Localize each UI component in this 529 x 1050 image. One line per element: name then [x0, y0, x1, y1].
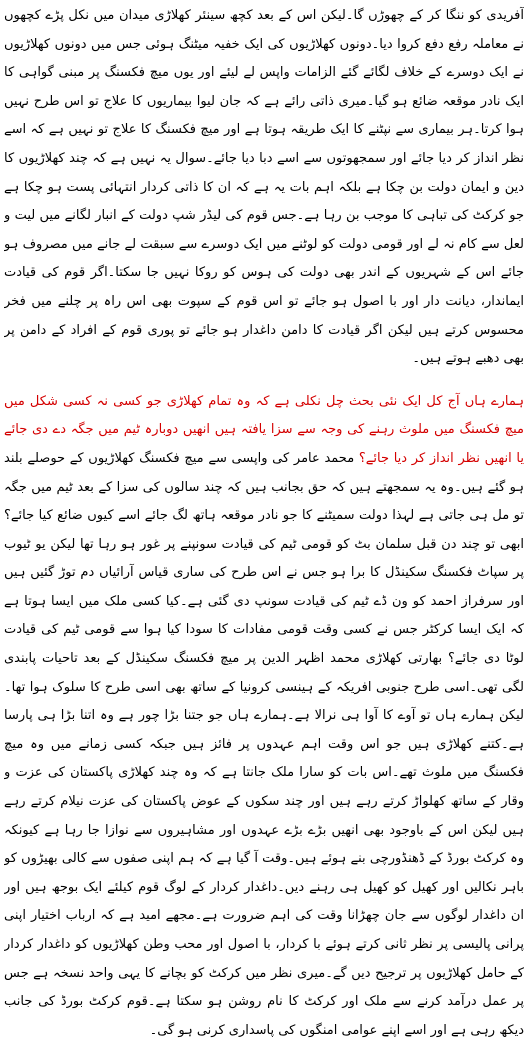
highlighted-lead-sentence: ہمارے ہاں آج کل ایک نئی بحث چل نکلی ہے کہ وہ تمام کھلاڑی جو کسی نہ کسی شکل میں میچ فکسنگ میں ملوث رہنے کی وجہ سے سزا یافتہ ہیں انھیں دوبارہ ٹیم میں جگہ دے دی جائے یا انھیں نظر انداز کر دیا جائے؟	[4, 393, 524, 466]
article-body	[4, 2, 524, 1046]
article-paragraph-2-body: محمد عامر کی واپسی سے میچ فکسنگ کھلاڑیوں کے حوصلے بلند ہو گئے ہیں۔وہ یہ سمجھتے ہیں کہ حق بجانب ہیں کہ چند سالوں کی سزا کے بعد ٹیم میں جگہ تو مل ہی جاتی ہے لہذا دولت سمیٹنے کا جو نادر موقعہ ہاتھ لگ جائے اسے کیوں ضائع کیا جائے؟ ابھی تو چند دن قبل سلمان بٹ کو قومی ٹیم کی قیادت سونپنے پر غور ہو رہا تھا لیکن یو ٹیوب پر سپاٹ فکسنگ سکینڈل کا برا ہو جس نے اس طرح کی ساری قیاس آرائیاں دم توڑ گئیں ہیں اور سرفراز احمد کو ون ڈے ٹیم کی قیادت سونپ دی گئی ہے۔کیا کسی ملک میں ایسا ہوتا ہے کہ ایک ایسا کرکٹر جس نے کسی وقت قومی مفادات کا سودا کیا ہوا سے قومی ٹیم کی قیادت لوٹا دی جائے؟ بھارتی کھلاڑی محمد اظہر الدین پر میچ فکسنگ سکینڈل کے بعد تاحیات پابندی لگی تھی۔اسی طرح جنوبی افریکہ کے ہینسی کرونیا کے ساتھ بھی اسی طرح کا سلوک ہوا تھا۔لیکن ہمارے ہاں تو آوے کا آوا ہی نرالا ہے۔ہمارے ہاں جو جتنا بڑا چور ہے وہ اتنا بڑا ہی پارسا ہے۔کتنے کھلاڑی ہیں جو اس وقت اہم عہدوں پر فائز ہیں جبکہ کسی زمانے میں وہ میچ فکسنگ میں ملوث تھے۔اس بات کو سارا ملک جانتا ہے کہ وہ چند کھلاڑی پاکستان کی عزت و وقار کے ساتھ کھلواڑ کرتے رہے ہیں اور چند سکوں کے عوض پاکستان کی عزت نیلام کرتے رہے ہیں لیکن اس کے باوجود بھی انھیں بڑے بڑے عہدوں اور مشاہیروں سے نوازا جا رہا ہے کیونکہ وہ کرکٹ بورڈ کے ڈھنڈورچی بنے ہوئے ہیں۔وقت آ گیا ہے کہ ہم اپنی صفوں سے کالی بھیڑوں کو باہر نکالیں اور کھیل کو کھیل ہی رہنے دیں۔داغدار کردار کے لوگ قوم کیلئے ایک بوجھ ہیں اور ان داغدار لوگوں سے جان چھڑانا وقت کی اہم ضرورت ہے۔مجھے امید ہے کہ ارباب اختیار اپنی پرانی پالیسی پر نظر ثانی کرتے ہوئے با کردار، با اصول اور محب وطن کھلاڑیوں کو داغدار کردار کے حامل کھلاڑیوں پر ترجیح دیں گے۔میری نظر میں کرکٹ کو بچانے کا یہی واحد نسخہ ہے جس پر عمل درآمد کرنے سے ملک اور کرکٹ کا نام روشن ہو سکتا ہے۔قوم کرکٹ بورڈ کی جانب دیکھ رہی ہے اور اسے اپنے عوامی امنگوں کی پاسداری کرنی ہو گی۔	[4, 450, 524, 1038]
article-paragraph-1: آفریدی کو ننگا کر کے چھوڑں گا۔لیکن اس کے بعد کچھ سینئر کھلاڑی میدان میں نکل پڑے کچھوں نے معاملہ رفع دفع کروا دیا۔دونوں کھلاڑیوں کی ایک خفیہ میٹنگ ہوئی جس میں دونوں کھلاڑیوں نے ایک دوسرے کے خلاف لگائے گئے الزامات واپس لے لیئے اور یوں میچ فکسنگ پر مبنی گواہی کا ایک نادر موقعہ ضائع ہو گیا۔میری ذاتی رائے ہے کہ جان لیوا بیماریوں کا علاج تو اس طرح نہیں ہوا کرتا۔ہر بیماری سے نپٹنے کا ایک طریقہ ہوتا ہے اور میچ فکسنگ کا علاج تو نہیں ہے کہ اسے نظر انداز کر دیا جائے اور سمجھوتوں سے اسے دبا دیا جائے۔سوال یہ نہیں ہے کہ چند کھلاڑیوں کا دین و ایمان دولت بن چکا ہے بلکہ اہم بات یہ ہے کہ ان کا ذاتی کردار انتہائی پست ہو چکا ہے جو کرکٹ کی تباہی کا موجب بن رہا ہے۔جس قوم کی لیڈر شپ دولت کے انبار لگانے میں لیت و لعل سے کام نہ لے اور قومی دولت کو لوٹنے میں ایک دوسرے سے سبقت لے جانے میں مصروف ہو جائے اس کے شہریوں کے اندر بھی دولت کی ہوس کو روکا نہیں جا سکتا۔اگر قوم کی قیادت ایماندار، دیانت دار اور با اصول ہو جائے تو اس قوم کے سپوت بھی اس راہ پر چلنے میں فخر محسوس کرتے ہیں لیکن اگر قیادت کا دامن داغدار ہو جائے تو پوری قوم کے افراد کے دامن پر بھی دھبے ہوتے ہیں۔	[4, 8, 524, 367]
article-paragraph-2	[4, 388, 524, 1046]
